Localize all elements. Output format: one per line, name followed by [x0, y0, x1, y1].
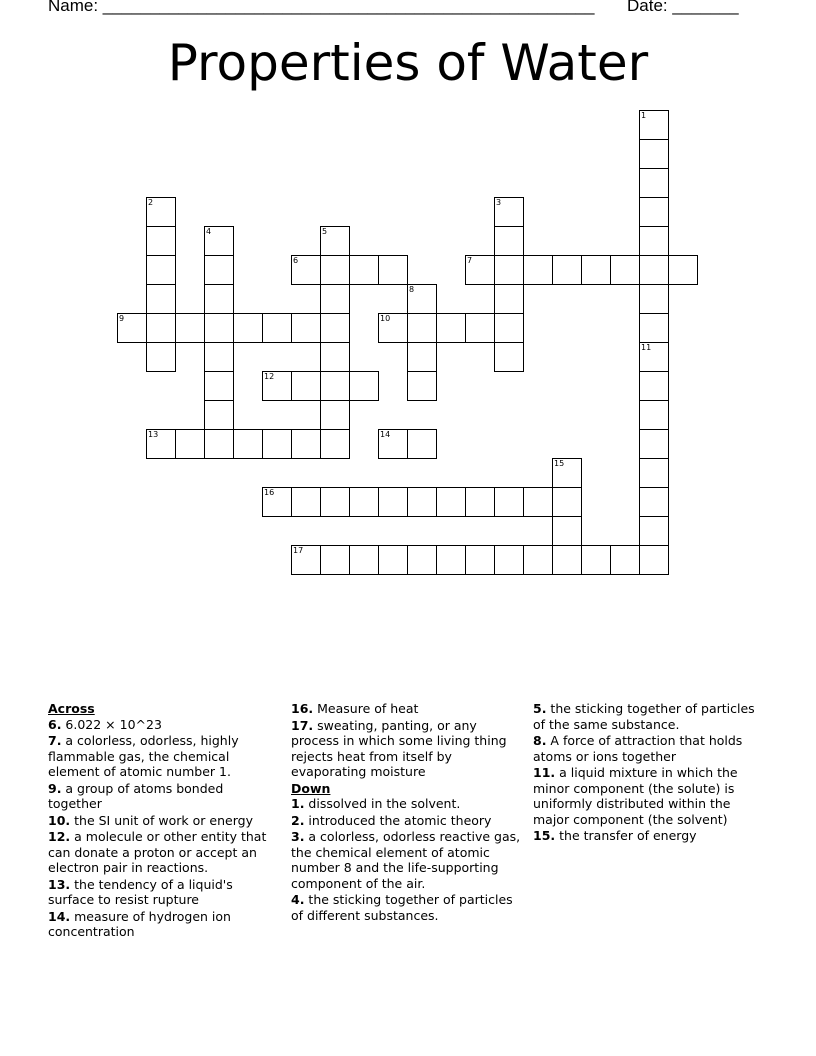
clue-item-number: 14. — [48, 908, 71, 924]
clue-item-number: 4. — [291, 892, 305, 907]
clue-item-number: 3. — [291, 829, 305, 844]
grid-cell[interactable] — [291, 313, 321, 343]
clue-item — [291, 701, 526, 717]
grid-cell[interactable] — [639, 400, 669, 430]
grid-cell[interactable] — [320, 545, 350, 575]
clue-item-number: 16. — [291, 701, 314, 716]
grid-cell[interactable] — [494, 487, 524, 517]
clue-item — [48, 733, 280, 780]
grid-cell[interactable] — [494, 226, 524, 256]
grid-cell[interactable] — [320, 487, 350, 517]
clue-item — [48, 829, 280, 876]
grid-cell[interactable] — [465, 313, 495, 343]
grid-cell[interactable] — [523, 545, 553, 575]
grid-cell[interactable] — [320, 313, 350, 343]
clue-number: 11 — [641, 343, 652, 352]
grid-cell[interactable] — [407, 371, 437, 401]
grid-cell[interactable] — [349, 545, 379, 575]
grid-cell[interactable] — [552, 545, 582, 575]
grid-cell[interactable] — [349, 255, 379, 285]
clue-item — [291, 796, 526, 812]
grid-cell[interactable] — [639, 226, 669, 256]
grid-cell[interactable] — [262, 487, 292, 517]
clue-number: 14 — [380, 430, 391, 439]
clue-item-text: sweating, panting, or any process in which some living thing rejects heat from itself by evaporating moisture — [291, 717, 507, 779]
clue-number: 1 — [641, 111, 647, 120]
grid-cell[interactable] — [494, 342, 524, 372]
clue-item-text: a liquid mixture in which the minor component (the solute) is uniformly distributed within the major component (the solvent) — [533, 765, 738, 827]
clues-column-2 — [291, 701, 526, 924]
clue-item-text: a group of atoms bonded together — [48, 780, 224, 811]
grid-cell[interactable] — [436, 487, 466, 517]
grid-cell[interactable] — [581, 255, 611, 285]
clue-number: 7 — [467, 256, 473, 265]
down-clue-list-continued — [533, 701, 768, 844]
grid-cell[interactable] — [262, 371, 292, 401]
grid-cell[interactable] — [320, 226, 350, 256]
grid-cell[interactable] — [291, 429, 321, 459]
clue-number: 10 — [380, 314, 391, 323]
clue-item-text: introduced the atomic theory — [304, 812, 492, 828]
grid-cell[interactable] — [349, 487, 379, 517]
grid-cell[interactable] — [639, 255, 669, 285]
grid-cell[interactable] — [436, 313, 466, 343]
clue-item-text: a molecule or other entity that can donate a proton or accept an electron pair in reactions. — [48, 829, 267, 875]
clue-item-text: the sticking together of particles of different substances. — [291, 892, 513, 923]
grid-cell[interactable] — [465, 545, 495, 575]
clue-item-number: 10. — [48, 812, 71, 828]
grid-cell[interactable] — [639, 458, 669, 488]
date-field[interactable]: Date: _______ — [627, 0, 739, 15]
clue-item-text: a colorless, odorless reactive gas, the chemical element of atomic number 8 and the life-supporting component of the air. — [291, 829, 521, 891]
grid-cell[interactable] — [552, 487, 582, 517]
across-clue-list-continued — [291, 701, 526, 780]
grid-cell[interactable] — [175, 313, 205, 343]
grid-cell[interactable] — [204, 255, 234, 285]
grid-cell[interactable] — [581, 545, 611, 575]
clue-item — [533, 765, 768, 827]
grid-cell[interactable] — [320, 255, 350, 285]
clue-number: 2 — [148, 198, 154, 207]
clue-item-number: 7. — [48, 733, 62, 748]
grid-cell[interactable] — [639, 139, 669, 169]
grid-cell[interactable] — [436, 545, 466, 575]
grid-cell[interactable] — [291, 487, 321, 517]
grid-cell[interactable] — [146, 226, 176, 256]
grid-cell[interactable] — [320, 342, 350, 372]
clue-item — [291, 829, 526, 891]
grid-cell[interactable] — [291, 255, 321, 285]
grid-cell[interactable] — [407, 284, 437, 314]
clue-item-number: 12. — [48, 829, 71, 844]
grid-cell[interactable] — [639, 487, 669, 517]
clue-number: 17 — [293, 546, 304, 555]
clue-item-number: 1. — [291, 796, 305, 811]
clue-item — [48, 813, 280, 829]
grid-cell[interactable] — [146, 313, 176, 343]
grid-cell[interactable] — [494, 255, 524, 285]
grid-cell[interactable] — [320, 371, 350, 401]
grid-cell[interactable] — [378, 429, 408, 459]
grid-cell[interactable] — [378, 487, 408, 517]
clue-item-number: 15. — [533, 828, 556, 843]
clue-item-number: 11. — [533, 765, 556, 780]
grid-cell[interactable] — [407, 545, 437, 575]
grid-cell[interactable] — [494, 197, 524, 227]
grid-cell[interactable] — [407, 313, 437, 343]
grid-cell[interactable] — [552, 458, 582, 488]
grid-cell[interactable] — [204, 284, 234, 314]
clue-item — [533, 733, 768, 764]
grid-cell[interactable] — [523, 255, 553, 285]
clue-item-text: dissolved in the solvent. — [304, 796, 461, 811]
clue-number: 3 — [496, 198, 502, 207]
grid-cell[interactable] — [291, 371, 321, 401]
grid-cell[interactable] — [639, 429, 669, 459]
grid-cell[interactable] — [204, 226, 234, 256]
clue-item-text: the transfer of energy — [555, 828, 697, 843]
clue-item-text: Measure of heat — [313, 701, 419, 716]
grid-cell[interactable] — [146, 429, 176, 459]
down-heading: Down — [291, 780, 331, 796]
grid-cell[interactable] — [639, 313, 669, 343]
grid-cell[interactable] — [639, 197, 669, 227]
down-clue-list — [291, 796, 526, 923]
clue-item-text: a colorless, odorless, highly flammable gas, the chemical element of atomic number 1. — [48, 733, 239, 779]
grid-cell[interactable] — [494, 313, 524, 343]
grid-cell[interactable] — [639, 342, 669, 372]
grid-cell[interactable] — [320, 400, 350, 430]
grid-cell[interactable] — [552, 516, 582, 546]
grid-cell[interactable] — [320, 284, 350, 314]
clue-item — [533, 701, 768, 732]
clue-number: 13 — [148, 430, 159, 439]
grid-cell[interactable] — [523, 487, 553, 517]
clue-item-text: 6.022 × 10^23 — [61, 716, 162, 732]
grid-cell[interactable] — [233, 429, 263, 459]
grid-cell[interactable] — [146, 284, 176, 314]
clue-item-text: the tendency of a liquid's surface to resist rupture — [48, 876, 233, 907]
clue-number: 6 — [293, 256, 299, 265]
across-clue-list — [48, 717, 280, 940]
clue-number: 15 — [554, 459, 565, 468]
clue-item-number: 8. — [533, 733, 547, 748]
grid-cell[interactable] — [262, 429, 292, 459]
clue-item-number: 9. — [48, 780, 62, 796]
grid-cell[interactable] — [291, 545, 321, 575]
grid-cell[interactable] — [175, 429, 205, 459]
grid-cell[interactable] — [639, 516, 669, 546]
clue-item-text: A force of attraction that holds atoms or ions together — [533, 733, 743, 764]
name-field[interactable]: Name: ____________________________________________________ — [48, 0, 595, 15]
grid-cell[interactable] — [378, 313, 408, 343]
grid-cell[interactable] — [233, 313, 263, 343]
clue-number: 9 — [119, 314, 125, 323]
clue-item-text: measure of hydrogen ion concentration — [48, 908, 231, 939]
clue-item-number: 6. — [48, 716, 62, 732]
grid-cell[interactable] — [378, 255, 408, 285]
grid-cell[interactable] — [407, 487, 437, 517]
clue-item — [48, 781, 280, 812]
clue-item — [48, 877, 280, 908]
grid-cell[interactable] — [117, 313, 147, 343]
grid-cell[interactable] — [639, 110, 669, 140]
grid-cell[interactable] — [610, 255, 640, 285]
grid-cell[interactable] — [146, 197, 176, 227]
grid-cell[interactable] — [465, 487, 495, 517]
clue-item-number: 5. — [533, 701, 547, 716]
clue-item — [291, 718, 526, 780]
grid-cell[interactable] — [378, 545, 408, 575]
grid-cell[interactable] — [610, 545, 640, 575]
grid-cell[interactable] — [465, 255, 495, 285]
clue-item — [48, 909, 280, 940]
grid-cell[interactable] — [146, 255, 176, 285]
clues-column-1 — [48, 701, 280, 941]
clue-item-number: 13. — [48, 876, 71, 892]
grid-cell[interactable] — [639, 284, 669, 314]
grid-cell[interactable] — [320, 429, 350, 459]
grid-cell[interactable] — [552, 255, 582, 285]
clue-item — [48, 717, 280, 733]
clue-number: 4 — [206, 227, 212, 236]
grid-cell[interactable] — [639, 371, 669, 401]
grid-cell[interactable] — [668, 255, 698, 285]
across-heading: Across — [48, 701, 95, 716]
grid-cell[interactable] — [146, 342, 176, 372]
clue-number: 16 — [264, 488, 275, 497]
grid-cell[interactable] — [204, 429, 234, 459]
clue-item-text: the SI unit of work or energy — [70, 812, 253, 828]
clue-item — [291, 892, 526, 923]
clue-item-number: 2. — [291, 812, 305, 828]
clue-number: 12 — [264, 372, 275, 381]
clue-item — [533, 828, 768, 844]
grid-cell[interactable] — [407, 342, 437, 372]
clue-item — [291, 813, 526, 829]
grid-cell[interactable] — [204, 342, 234, 372]
clue-number: 8 — [409, 285, 415, 294]
grid-cell[interactable] — [204, 313, 234, 343]
grid-cell[interactable] — [204, 400, 234, 430]
grid-cell[interactable] — [204, 371, 234, 401]
grid-cell[interactable] — [494, 284, 524, 314]
grid-cell[interactable] — [639, 545, 669, 575]
grid-cell[interactable] — [349, 371, 379, 401]
grid-cell[interactable] — [407, 429, 437, 459]
clues-column-3 — [533, 701, 768, 845]
clue-item-text: the sticking together of particles of the same substance. — [533, 701, 755, 732]
grid-cell[interactable] — [639, 168, 669, 198]
grid-cell[interactable] — [262, 313, 292, 343]
clue-item-number: 17. — [291, 717, 314, 733]
page-title: Properties of Water — [167, 34, 649, 92]
grid-cell[interactable] — [494, 545, 524, 575]
clue-number: 5 — [322, 227, 328, 236]
